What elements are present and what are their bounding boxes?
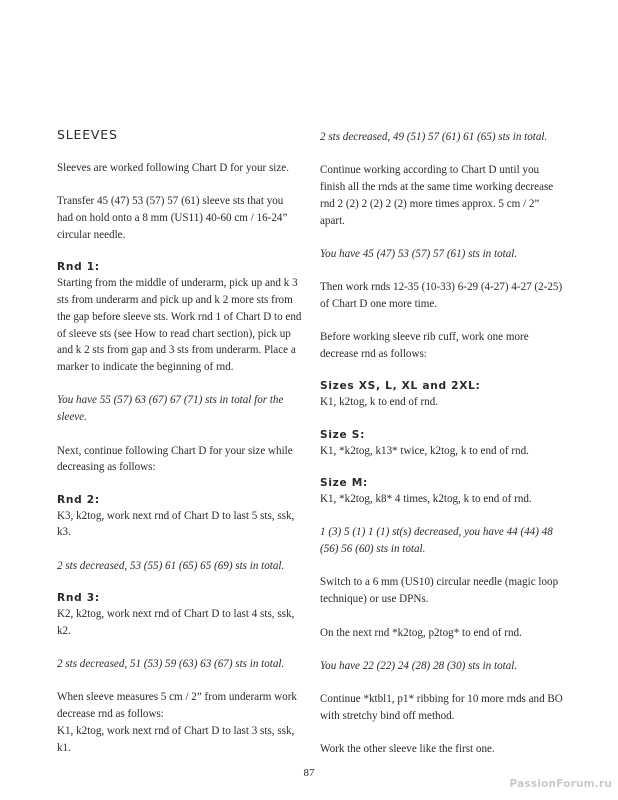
ribbing-paragraph: Continue *ktbl1, p1* ribbing for 10 more rnds and BO with stretchy bind off method. (320, 693, 563, 722)
rnd2-instructions: K3, k2tog, work next rnd of Chart D to last 5 sts, ssk, k3. (57, 509, 295, 539)
decrease-note-2: 2 sts decreased, 53 (55) 61 (65) 65 (69) sts in total. (57, 559, 285, 572)
decrease-note-4: 2 sts decreased, 49 (51) 57 (61) 61 (65) sts in total. (320, 131, 548, 143)
rnd1-heading: Rnd 1: (57, 261, 100, 274)
rnd3-instructions: K2, k2tog, work next rnd of Chart D to last 4 sts, ssk, k2. (57, 608, 295, 637)
before-paragraph: Before working sleeve rib cuff, work one more decrease rnd as follows: (320, 331, 529, 361)
watermark: PassionForum.ru (509, 778, 612, 790)
section-title: SLEEVES (57, 127, 118, 142)
size-m-instructions: K1, *k2tog, k8* 4 times, k2tog, k to end of rnd. (320, 493, 532, 506)
transfer-paragraph: Transfer 45 (47) 53 (57) 57 (61) sleeve sts that you had on hold onto a 8 mm (US11) 40-60 cm / 16-24” circular needle. (57, 195, 288, 241)
size-m-heading: Size M: (320, 477, 368, 490)
intro-paragraph: Sleeves are worked following Chart D for your size. (57, 162, 289, 174)
rnd2-heading: Rnd 2: (57, 493, 100, 506)
size-s-instructions: K1, *k2tog, k13* twice, k2tog, k to end of rnd. (320, 444, 529, 457)
when-rnd-instructions: K1, k2tog, work next rnd of Chart D to last 3 sts, ssk, k1. (57, 725, 295, 754)
next-paragraph: Next, continue following Chart D for your size while decreasing as follows: (57, 444, 293, 474)
total-note-2: You have 45 (47) 53 (57) 57 (61) sts in total. (320, 247, 518, 260)
other-sleeve-paragraph: Work the other sleeve like the first one. (320, 743, 495, 756)
next-rnd-paragraph: On the next rnd *k2tog, p2tog* to end of rnd. (320, 626, 522, 639)
then-paragraph: Then work rnds 12-35 (10-33) 6-29 (4-27) 4-27 (2-25) of Chart D one more time. (320, 281, 563, 311)
sizes-instructions: K1, k2tog, k to end of rnd. (320, 396, 439, 409)
page-number: 87 (303, 767, 315, 779)
decrease-note-3: 2 sts decreased, 51 (53) 59 (63) 63 (67) sts in total. (57, 658, 285, 671)
total-note-3: You have 22 (22) 24 (28) 28 (30) sts in total. (320, 659, 518, 672)
decrease-note-5: 1 (3) 5 (1) 1 (1) st(s) decreased, you have 44 (44) 48 (56) 56 (60) sts in total. (320, 526, 553, 556)
switch-paragraph: Switch to a 6 mm (US10) circular needle (magic loop technique) or use DPNs. (320, 576, 559, 606)
sizes-heading: Sizes XS, L, XL and 2XL: (320, 380, 481, 393)
rnd3-heading: Rnd 3: (57, 592, 100, 605)
rnd1-instructions: Starting from the middle of underarm, pick up and k 3 sts from underarm and pick up and k 2 more sts from the gap before sleeve sts. Work rnd 1 of Chart D to end of sleeve sts (see How to read chart section), pick up and k 2 sts from gap and 3 sts from underarm. Place a marker to indicate the beginning of rnd. (57, 277, 302, 374)
when-paragraph: When sleeve measures 5 cm / 2” from underarm work decrease rnd as follows: (57, 691, 297, 721)
total-note-1: You have 55 (57) 63 (67) 67 (71) sts in total for the sleeve. (57, 394, 284, 424)
left-column (57, 128, 302, 773)
continue-paragraph: Continue working according to Chart D until you finish all the rnds at the same time working decrease rnd 2 (2) 2 (2) 2 (2) more times approx. 5 cm / 2” apart. (320, 164, 554, 227)
size-s-heading: Size S: (320, 428, 366, 441)
right-column (320, 129, 565, 775)
